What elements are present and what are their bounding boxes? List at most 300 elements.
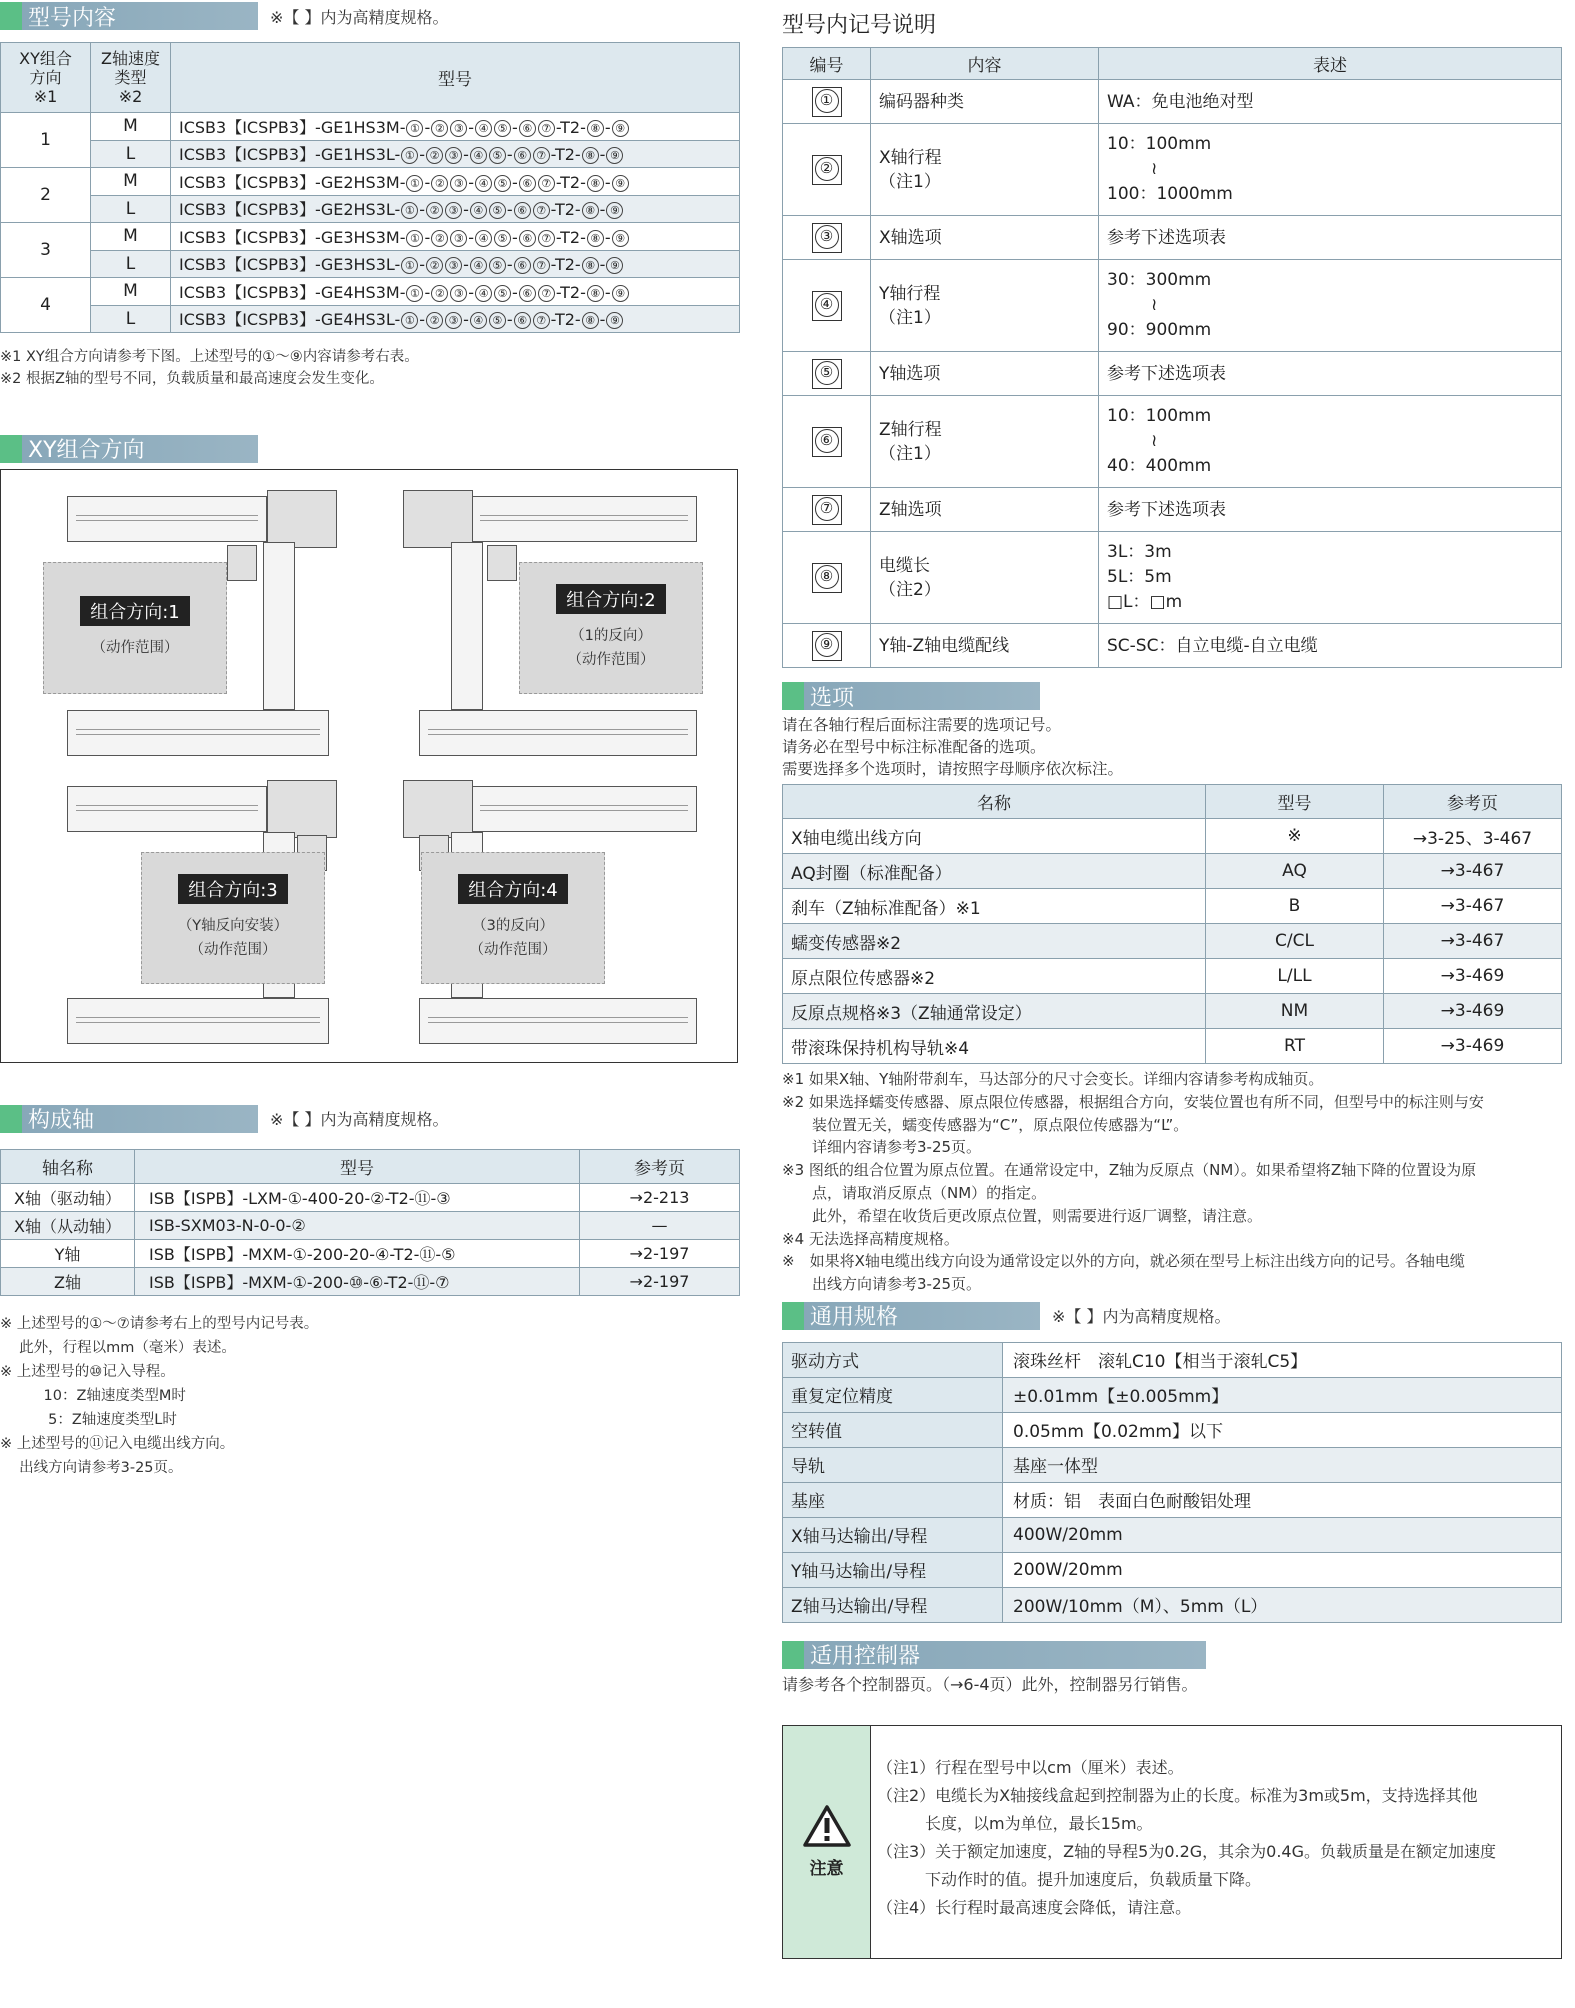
symbol-num-cell <box>783 488 871 532</box>
placeholder-circle: ⑦ <box>538 230 555 247</box>
symbol-content-line: Y轴行程 <box>879 283 941 304</box>
placeholder-circle: ④ <box>470 147 487 164</box>
caution-note-line: （注4）长行程时最高速度会降低，请注意。 <box>877 1897 1192 1917</box>
options-table <box>782 784 1562 1064</box>
table-row <box>783 532 1562 624</box>
symbol-desc-line: 90：900mm <box>1107 320 1212 340</box>
model-content-title: 型号内容 <box>28 5 117 31</box>
range-4-sub-1: （3的反向） <box>472 917 554 934</box>
options-note-line: 出线方向请参考3-25页。 <box>782 1275 982 1294</box>
axes-note-line: 5：Z轴速度类型L时 <box>0 1411 177 1428</box>
axes-table <box>0 1149 740 1296</box>
table-row <box>783 216 1562 260</box>
specs-note: ※【 】内为高精度规格。 <box>1052 1307 1231 1327</box>
placeholder-circle: ⑤ <box>489 312 506 329</box>
symbol-content-line: Y轴选项 <box>879 363 941 384</box>
spec-value-cell: 200W/20mm <box>1003 1552 1562 1587</box>
table-row <box>1 223 740 251</box>
motor-block <box>267 490 337 548</box>
table-row <box>1 1239 740 1267</box>
options-note-line: ※2 如果选择蠕变传感器、原点限位传感器，根据组合方向，安装位置也有所不同，但型号中的标注则与安 <box>782 1092 1484 1111</box>
option-page-cell: →3-467 <box>1384 924 1562 959</box>
axes-notes <box>0 1312 740 1480</box>
option-page-cell: →3-469 <box>1384 1029 1562 1064</box>
symbol-desc-cell <box>1099 352 1562 396</box>
symbol-desc-line: 5L：5m <box>1107 567 1172 587</box>
t2-suffix: -T2- <box>550 310 581 330</box>
option-code-cell: NM <box>1206 994 1384 1029</box>
model-prefix: ICSB3【ICSPB3】-GE4HS3L- <box>179 310 401 330</box>
symbol-num-cell <box>783 216 871 260</box>
header-z-speed: Z轴速度 类型 ※2 <box>91 43 171 113</box>
x-rail-bottom <box>67 998 329 1044</box>
symbol-desc-line: ≀ <box>1151 431 1158 451</box>
symbol-desc-line: SC-SC：自立电缆-自立电缆 <box>1107 635 1318 656</box>
symbols-header-num: 编号 <box>783 48 871 80</box>
spec-value-cell: 基座一体型 <box>1003 1447 1562 1482</box>
t2-suffix: -T2- <box>555 227 586 247</box>
options-notes <box>782 1068 1562 1296</box>
spec-value-cell: 400W/20mm <box>1003 1517 1562 1552</box>
symbol-content-cell <box>871 260 1099 352</box>
caution-note-line: （注2）电缆长为X轴接线盒起到控制器为止的长度。标准为3m或5m，支持选择其他 <box>877 1785 1478 1805</box>
table-row <box>783 624 1562 668</box>
symbol-content-line: 电缆长 <box>879 555 930 576</box>
options-note-line: ※ 如果将X轴电缆出线方向设为通常设定以外的方向，就必须在型号上标注出线方向的记号。各轴电缆 <box>782 1252 1465 1271</box>
symbol-desc-cell <box>1099 80 1562 124</box>
table-row <box>1 195 740 223</box>
placeholder-circle: ⑥ <box>514 202 531 219</box>
symbol-box <box>812 631 842 661</box>
t2-suffix: -T2- <box>550 255 581 275</box>
placeholder-circle: ⑨ <box>612 230 629 247</box>
table-row <box>783 959 1562 994</box>
options-title: 选项 <box>810 685 855 711</box>
symbol-num-cell <box>783 352 871 396</box>
xy-direction-header <box>0 435 740 463</box>
model-prefix: ICSB3【ICSPB3】-GE1HS3L- <box>179 145 401 165</box>
table-row <box>783 1517 1562 1552</box>
symbol-content-cell <box>871 80 1099 124</box>
table-row <box>1 1183 740 1211</box>
axis-name-cell: X轴（驱动轴） <box>1 1183 135 1211</box>
table-row <box>783 396 1562 488</box>
axis-model-cell: ISB-SXM03-N-0-0-② <box>135 1211 580 1239</box>
option-name-cell: 刹车（Z轴标准配备）※1 <box>783 889 1206 924</box>
table-row <box>783 1377 1562 1412</box>
symbol-num-cell <box>783 260 871 352</box>
symbol-desc-cell <box>1099 396 1562 488</box>
axis-name-cell: Z轴 <box>1 1267 135 1295</box>
model-prefix: ICSB3【ICSPB3】-GE2HS3M- <box>179 172 406 192</box>
symbol-number: ⑦ <box>815 497 839 521</box>
symbol-number: ⑥ <box>815 429 839 453</box>
table-row <box>783 1482 1562 1517</box>
symbol-content-line: X轴行程 <box>879 147 942 168</box>
options-intro-line: 需要选择多个选项时，请按照字母顺序依次标注。 <box>782 760 1124 778</box>
option-name-cell: AQ封圈（标准配备） <box>783 854 1206 889</box>
placeholder-circle: ⑤ <box>489 147 506 164</box>
symbol-num-cell <box>783 532 871 624</box>
model-cell: ICSB3【ICSPB3】-GE1HS3M- ① - ② ③ - ④ ⑤ - ⑥ ⑦ -T2- ⑧ - ⑨ <box>171 113 740 141</box>
symbol-desc-cell <box>1099 216 1562 260</box>
symbol-content-line: 编码器种类 <box>879 91 964 112</box>
spec-key-cell: 空转值 <box>783 1412 1003 1447</box>
header-model: 型号 <box>171 43 740 113</box>
placeholder-circle: ⑨ <box>606 257 623 274</box>
header-xy-direction: XY组合 方向 ※1 <box>1 43 91 113</box>
symbol-desc-line: 参考下述选项表 <box>1107 227 1226 248</box>
x-rail-bottom <box>419 710 697 756</box>
speed-type-cell: L <box>91 250 171 278</box>
placeholder-circle: ③ <box>445 312 462 329</box>
axes-note-line: ※ 上述型号的⑪记入电缆出线方向。 <box>0 1435 235 1452</box>
t2-suffix: -T2- <box>555 117 586 137</box>
placeholder-circle: ② <box>431 120 448 137</box>
symbols-header-content: 内容 <box>871 48 1099 80</box>
direction-cell: 3 <box>1 223 91 278</box>
symbol-desc-cell <box>1099 624 1562 668</box>
option-page-cell: →3-467 <box>1384 889 1562 924</box>
placeholder-circle: ④ <box>475 285 492 302</box>
symbol-box <box>812 155 842 185</box>
placeholder-circle: ⑥ <box>519 285 536 302</box>
direction-cell: 4 <box>1 278 91 333</box>
table-row <box>783 854 1562 889</box>
symbol-desc-cell <box>1099 488 1562 532</box>
placeholder-circle: ④ <box>470 202 487 219</box>
placeholder-circle: ⑤ <box>489 257 506 274</box>
placeholder-circle: ④ <box>475 120 492 137</box>
symbol-content-line: Z轴选项 <box>879 499 942 520</box>
z-head <box>487 545 517 581</box>
placeholder-circle: ① <box>401 312 418 329</box>
symbol-box <box>812 359 842 389</box>
spec-value-cell: 滚珠丝杆 滚轧C10【相当于滚轧C5】 <box>1003 1342 1562 1377</box>
symbol-desc-line: 参考下述选项表 <box>1107 363 1226 384</box>
placeholder-circle: ⑥ <box>519 230 536 247</box>
caution-box <box>782 1725 1562 1959</box>
placeholder-circle: ① <box>401 257 418 274</box>
options-header-page: 参考页 <box>1384 785 1562 819</box>
axis-model-cell: ISB【ISPB】-MXM-①-200-20-④-T2-⑪-⑤ <box>135 1239 580 1267</box>
x-rail-bottom <box>67 710 329 756</box>
symbol-box <box>812 87 842 117</box>
symbols-table <box>782 47 1562 668</box>
option-code-cell: C/CL <box>1206 924 1384 959</box>
xy-direction-title: XY组合方向 <box>28 438 145 463</box>
footnote-2: ※2 根据Z轴的型号不同，负载质量和最高速度会发生变化。 <box>0 370 384 387</box>
symbol-num-cell <box>783 80 871 124</box>
options-header-name: 名称 <box>783 785 1206 819</box>
table-row <box>783 889 1562 924</box>
symbol-desc-cell <box>1099 532 1562 624</box>
table-row <box>783 488 1562 532</box>
symbol-content-cell <box>871 396 1099 488</box>
model-cell: ICSB3【ICSPB3】-GE3HS3L- ① - ② ③ - ④ ⑤ - ⑥ ⑦ -T2- ⑧ - ⑨ <box>171 250 740 278</box>
speed-type-cell: M <box>91 168 171 196</box>
placeholder-circle: ⑧ <box>587 175 604 192</box>
model-cell: ICSB3【ICSPB3】-GE4HS3M- ① - ② ③ - ④ ⑤ - ⑥ ⑦ -T2- ⑧ - ⑨ <box>171 278 740 306</box>
option-code-cell: AQ <box>1206 854 1384 889</box>
axis-model-cell: ISB【ISPB】-LXM-①-400-20-②-T2-⑪-③ <box>135 1183 580 1211</box>
placeholder-circle: ③ <box>445 202 462 219</box>
model-content-note: ※【 】内为高精度规格。 <box>270 7 449 27</box>
options-header-code: 型号 <box>1206 785 1384 819</box>
footnote-1: ※1 XY组合方向请参考下图。上述型号的①～⑨内容请参考右表。 <box>0 349 419 365</box>
placeholder-circle: ⑥ <box>514 257 531 274</box>
placeholder-circle: ② <box>426 147 443 164</box>
symbol-number: ⑧ <box>815 565 839 589</box>
t2-suffix: -T2- <box>555 282 586 302</box>
table-row <box>783 1412 1562 1447</box>
symbol-box <box>812 291 842 321</box>
spec-key-cell: 基座 <box>783 1482 1003 1517</box>
range-2 <box>519 562 703 694</box>
speed-type-cell: L <box>91 140 171 168</box>
t2-suffix: -T2- <box>555 172 586 192</box>
placeholder-circle: ⑧ <box>582 257 599 274</box>
model-prefix: ICSB3【ICSPB3】-GE4HS3M- <box>179 282 406 302</box>
symbol-desc-line: ≀ <box>1151 295 1158 315</box>
spec-key-cell: 导轨 <box>783 1447 1003 1482</box>
range-3 <box>141 852 325 984</box>
table-row <box>783 80 1562 124</box>
placeholder-circle: ① <box>406 175 423 192</box>
placeholder-circle: ③ <box>445 257 462 274</box>
symbol-content-line: （注2） <box>879 579 941 600</box>
axes-note-line: ※ 上述型号的①～⑦请参考右上的型号内记号表。 <box>0 1315 319 1332</box>
spec-key-cell: X轴马达输出/导程 <box>783 1517 1003 1552</box>
table-row <box>783 994 1562 1029</box>
axis-name-cell: X轴（从动轴） <box>1 1211 135 1239</box>
placeholder-circle: ⑧ <box>587 285 604 302</box>
symbol-desc-line: □L：□m <box>1107 592 1183 612</box>
specs-title: 通用规格 <box>810 1305 899 1331</box>
option-name-cell: 蠕变传感器※2 <box>783 924 1206 959</box>
table-row <box>1 113 740 141</box>
symbol-number: ① <box>815 89 839 113</box>
symbol-number: ④ <box>815 293 839 317</box>
placeholder-circle: ⑥ <box>514 312 531 329</box>
option-code-cell: L/LL <box>1206 959 1384 994</box>
z-head <box>227 545 257 581</box>
placeholder-circle: ④ <box>475 175 492 192</box>
table-row <box>783 1342 1562 1377</box>
symbol-content-line: （注1） <box>879 443 941 464</box>
table-row <box>1 140 740 168</box>
model-cell: ICSB3【ICSPB3】-GE4HS3L- ① - ② ③ - ④ ⑤ - ⑥ ⑦ -T2- ⑧ - ⑨ <box>171 305 740 333</box>
table-row <box>1 278 740 306</box>
placeholder-circle: ⑧ <box>582 202 599 219</box>
motor-block <box>403 780 473 838</box>
option-code-cell: RT <box>1206 1029 1384 1064</box>
placeholder-circle: ② <box>431 285 448 302</box>
x-rail-top <box>471 496 697 542</box>
option-page-cell: →3-469 <box>1384 959 1562 994</box>
specs-header <box>782 1302 1562 1330</box>
symbol-content-line: （注1） <box>879 307 941 328</box>
table-row <box>1 1211 740 1239</box>
motor-block <box>403 490 473 548</box>
placeholder-circle: ① <box>401 202 418 219</box>
placeholder-circle: ④ <box>470 257 487 274</box>
range-1-label: 组合方向:1 <box>80 596 190 626</box>
caution-note-line: 下动作时的值。提升加速度后，负载质量下降。 <box>877 1869 1262 1889</box>
axis-page-cell: →2-197 <box>580 1267 740 1295</box>
option-name-cell: X轴电缆出线方向 <box>783 819 1206 854</box>
table-row <box>783 1587 1562 1622</box>
spec-value-cell: 材质：铝 表面白色耐酸铝处理 <box>1003 1482 1562 1517</box>
speed-type-cell: M <box>91 223 171 251</box>
axis-name-cell: Y轴 <box>1 1239 135 1267</box>
symbols-title: 型号内记号说明 <box>782 13 937 38</box>
symbol-desc-line: 100：1000mm <box>1107 184 1233 204</box>
y-rail <box>263 542 295 710</box>
option-page-cell: →3-25、3-467 <box>1384 819 1562 854</box>
symbol-num-cell <box>783 396 871 488</box>
range-3-sub-2: （动作范围） <box>189 941 277 958</box>
range-1-sub: （动作范围） <box>91 639 179 656</box>
model-table <box>0 42 740 333</box>
symbol-num-cell <box>783 624 871 668</box>
options-intro-line: 请在各轴行程后面标注需要的选项记号。 <box>782 716 1062 734</box>
placeholder-circle: ⑦ <box>538 175 555 192</box>
model-cell: ICSB3【ICSPB3】-GE2HS3M- ① - ② ③ - ④ ⑤ - ⑥ ⑦ -T2- ⑧ - ⑨ <box>171 168 740 196</box>
options-note-line: 装位置无关，蠕变传感器为“C”，原点限位传感器为“L”。 <box>782 1115 1189 1134</box>
placeholder-circle: ⑥ <box>519 120 536 137</box>
axis-page-cell: →2-213 <box>580 1183 740 1211</box>
controller-title: 适用控制器 <box>810 1644 921 1670</box>
symbol-desc-line: 30：300mm <box>1107 270 1212 290</box>
symbol-number: ⑨ <box>815 633 839 657</box>
option-code-cell: B <box>1206 889 1384 924</box>
axes-note-line: 此外，行程以mm（毫米）表述。 <box>0 1339 236 1356</box>
range-3-sub-1: （Y轴反向安装） <box>177 917 289 934</box>
symbol-box <box>812 223 842 253</box>
axes-header-page: 参考页 <box>580 1149 740 1183</box>
axes-header-model: 型号 <box>135 1149 580 1183</box>
placeholder-circle: ⑦ <box>538 285 555 302</box>
placeholder-circle: ③ <box>450 120 467 137</box>
spec-value-cell: ±0.01mm【±0.005mm】 <box>1003 1377 1562 1412</box>
spec-key-cell: Z轴马达输出/导程 <box>783 1587 1003 1622</box>
placeholder-circle: ⑤ <box>494 230 511 247</box>
caution-notes <box>871 1726 1561 1958</box>
placeholder-circle: ③ <box>450 285 467 302</box>
warning-icon <box>802 1804 852 1848</box>
options-note-line: ※4 无法选择高精度规格。 <box>782 1229 959 1248</box>
spec-value-cell: 0.05mm【0.02mm】以下 <box>1003 1412 1562 1447</box>
table-row <box>783 124 1562 216</box>
symbol-content-line: Y轴-Z轴电缆配线 <box>879 635 1010 656</box>
table-row <box>1 168 740 196</box>
symbol-content-cell <box>871 624 1099 668</box>
option-name-cell: 原点限位传感器※2 <box>783 959 1206 994</box>
symbol-content-line: （注1） <box>879 171 941 192</box>
option-page-cell: →3-469 <box>1384 994 1562 1029</box>
symbol-box <box>812 427 842 457</box>
placeholder-circle: ③ <box>450 175 467 192</box>
symbol-desc-line: 10：100mm <box>1107 406 1212 426</box>
specs-table <box>782 1342 1562 1623</box>
model-cell: ICSB3【ICSPB3】-GE2HS3L- ① - ② ③ - ④ ⑤ - ⑥ ⑦ -T2- ⑧ - ⑨ <box>171 195 740 223</box>
placeholder-circle: ⑦ <box>533 312 550 329</box>
placeholder-circle: ② <box>431 230 448 247</box>
placeholder-circle: ① <box>406 230 423 247</box>
table-row <box>783 1552 1562 1587</box>
placeholder-circle: ⑧ <box>582 147 599 164</box>
placeholder-circle: ⑧ <box>587 120 604 137</box>
options-header <box>782 682 1562 710</box>
direction-cell: 1 <box>1 113 91 168</box>
symbol-number: ② <box>815 157 839 181</box>
placeholder-circle: ⑧ <box>587 230 604 247</box>
range-2-sub-1: （1的反向） <box>570 627 652 644</box>
options-intro-line: 请务必在型号中标注标准配备的选项。 <box>782 738 1046 756</box>
axes-header <box>0 1105 740 1133</box>
table-row <box>783 352 1562 396</box>
symbol-content-cell <box>871 124 1099 216</box>
model-prefix: ICSB3【ICSPB3】-GE3HS3M- <box>179 227 406 247</box>
placeholder-circle: ① <box>406 285 423 302</box>
axes-header-name: 轴名称 <box>1 1149 135 1183</box>
left-column <box>0 0 740 1480</box>
speed-type-cell: M <box>91 278 171 306</box>
placeholder-circle: ⑨ <box>612 285 629 302</box>
speed-type-cell: L <box>91 195 171 223</box>
symbol-desc-line: 3L：3m <box>1107 542 1172 562</box>
placeholder-circle: ⑦ <box>538 120 555 137</box>
model-prefix: ICSB3【ICSPB3】-GE1HS3M- <box>179 117 406 137</box>
symbol-content-line: Z轴行程 <box>879 419 942 440</box>
symbol-desc-line: 40：400mm <box>1107 456 1212 476</box>
symbol-desc-line: 参考下述选项表 <box>1107 499 1226 520</box>
symbol-desc-cell <box>1099 124 1562 216</box>
axes-note-line: 出线方向请参考3-25页。 <box>0 1459 183 1476</box>
model-prefix: ICSB3【ICSPB3】-GE3HS3L- <box>179 255 401 275</box>
direction-cell: 2 <box>1 168 91 223</box>
controller-text: 请参考各个控制器页。（→6-4页）此外，控制器另行销售。 <box>782 1674 1198 1694</box>
model-content-header <box>0 2 740 30</box>
axes-note: ※【 】内为高精度规格。 <box>270 1110 449 1129</box>
model-footnotes <box>0 347 740 391</box>
options-note-line: ※1 如果X轴、Y轴附带刹车，马达部分的尺寸会变长。详细内容请参考构成轴页。 <box>782 1070 1324 1088</box>
symbols-header-desc: 表述 <box>1099 48 1562 80</box>
placeholder-circle: ⑨ <box>606 312 623 329</box>
model-cell: ICSB3【ICSPB3】-GE3HS3M- ① - ② ③ - ④ ⑤ - ⑥ ⑦ -T2- ⑧ - ⑨ <box>171 223 740 251</box>
placeholder-circle: ⑦ <box>533 257 550 274</box>
axis-page-cell: — <box>580 1211 740 1239</box>
symbol-content-cell <box>871 532 1099 624</box>
x-rail-top <box>471 786 697 832</box>
symbol-desc-line: WA：免电池绝对型 <box>1107 91 1254 112</box>
symbol-desc-cell <box>1099 260 1562 352</box>
placeholder-circle: ⑤ <box>489 202 506 219</box>
placeholder-circle: ⑤ <box>494 120 511 137</box>
caution-panel <box>783 1726 871 1958</box>
axes-title: 构成轴 <box>28 1108 95 1133</box>
placeholder-circle: ② <box>426 312 443 329</box>
placeholder-circle: ① <box>406 120 423 137</box>
placeholder-circle: ⑦ <box>533 202 550 219</box>
option-page-cell: →3-467 <box>1384 854 1562 889</box>
placeholder-circle: ⑨ <box>606 147 623 164</box>
symbol-content-cell <box>871 488 1099 532</box>
option-name-cell: 反原点规格※3（Z轴通常设定） <box>783 994 1206 1029</box>
caution-note-line: （注3）关于额定加速度，Z轴的导程5为0.2G，其余为0.4G。负载质量是在额定加速度 <box>877 1841 1497 1861</box>
spec-key-cell: Y轴马达输出/导程 <box>783 1552 1003 1587</box>
